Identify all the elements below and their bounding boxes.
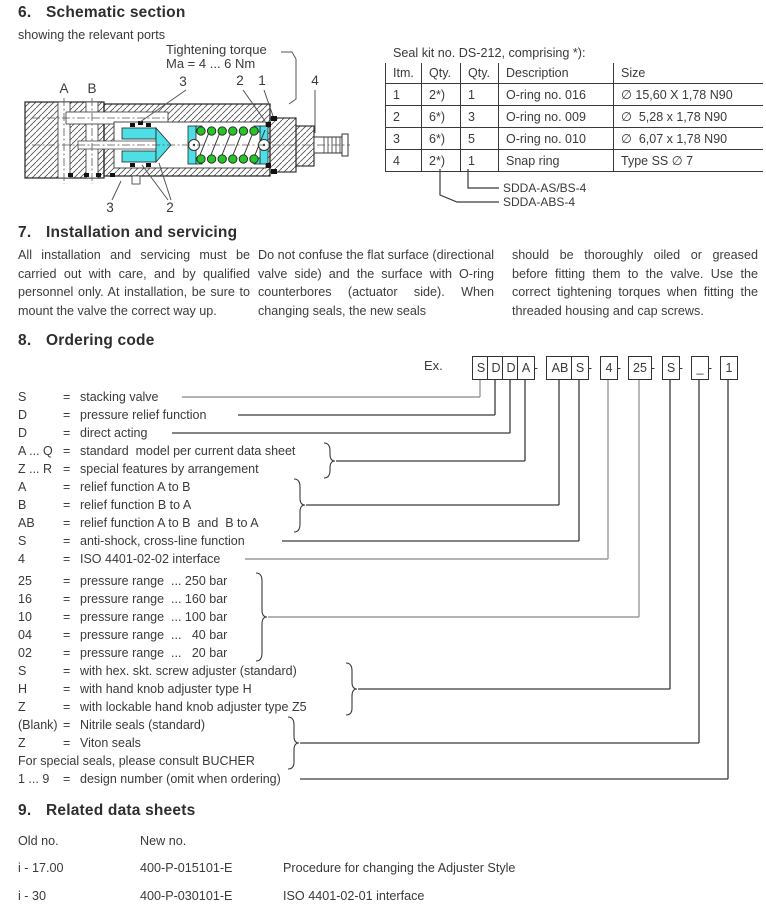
datasheet-old-no: i - 17.00 [18,861,64,875]
section-7-number: 7. [18,224,32,241]
code-box-s2: S [571,356,589,380]
item-3-bottom-label: 3 [106,200,114,215]
ordering-row: S = with hex. skt. screw adjuster (standard) [18,664,297,678]
ordering-row: Z ... R = special features by arrangement [18,462,259,476]
item-4-label: 4 [311,73,319,88]
ordering-code-list [18,388,438,788]
datasheet-new-no: 400-P-030101-E [140,889,233,903]
code-box-s1: S [472,356,490,380]
code-box-25: 25 [628,356,652,380]
datasheet-old-no: i - 30 [18,889,46,903]
schematic-section-figure [18,42,380,224]
code-dash: - [616,361,622,375]
datasheet-description: ISO 4401-02-01 interface [283,889,425,903]
kit-col-header: Qty. [421,63,460,84]
kit-cell: 1 [460,84,498,106]
section-9-heading [18,802,195,820]
section-7-heading [18,224,237,242]
kit-cell: ∅ 15,60 X 1,78 N90 [613,84,763,106]
kit-cell: 3 [460,106,498,128]
datasheet-description: Procedure for changing the Adjuster Style [283,861,516,875]
section-6-subtitle: showing the relevant ports [18,28,166,42]
kit-cell: O-ring no. 016 [498,84,613,106]
ordering-row: AB = relief function A to B and B to A [18,516,259,530]
code-box-ab: AB [546,356,574,380]
torque-note-line2: Ma = 4 ... 6 Nm [166,56,256,71]
kit-cell: 2*) [421,84,460,106]
ordering-row: 25 = pressure range ... 250 bar [18,574,228,588]
new-no-header: New no. [140,834,187,848]
model-callout-abs: SDDA-ABS-4 [503,195,576,209]
kit-cell: 3 [385,128,421,150]
code-dash: - [587,361,593,375]
ordering-row: 10 = pressure range ... 100 bar [18,610,228,624]
ordering-row: A ... Q = standard model per current data sheet [18,444,296,458]
torque-note-line1: Tightening torque [166,42,267,57]
kit-cell: 1 [460,150,498,172]
ordering-row: 16 = pressure range ... 160 bar [18,592,228,606]
section-6-title: Schematic section [46,4,186,21]
ordering-row: D = direct acting [18,426,148,440]
item-2-top-label: 2 [236,73,244,88]
code-dash: - [650,361,656,375]
section-8-number: 8. [18,332,32,349]
kit-cell: 5 [460,128,498,150]
ordering-row: For special seals, please consult BUCHER [18,754,255,768]
example-label: Ex. [424,358,443,373]
old-no-header: Old no. [18,834,59,848]
installation-text-col1: All installation and servicing must be carried out with care, and by qualified personnel only. At installation, be sure to mount the valve the correct way up. [18,248,250,318]
section-7-title: Installation and servicing [46,224,238,241]
section-9-title: Related data sheets [46,802,196,819]
kit-col-header: Description [498,63,613,84]
code-box-s3: S [662,356,680,380]
installation-text-col2: Do not confuse the flat surface (directional valve side) and the surface with O-ring counterbores (actuator side). When changing seals, the new seals [258,248,494,318]
seal-kit-table [385,63,763,172]
item-3-top-label: 3 [179,74,187,89]
code-box-blank: _ [691,356,709,380]
kit-cell: ∅ 6,07 x 1,78 N90 [613,128,763,150]
port-b-label: B [87,81,97,96]
ordering-row: 04 = pressure range ... 40 bar [18,628,228,642]
code-box-a: A [517,356,535,380]
kit-cell: Type SS ∅ 7 [613,150,763,172]
kit-col-header: Itm. [385,63,421,84]
item-2-bottom-label: 2 [166,200,174,215]
ordering-row: Z = with lockable hand knob adjuster type Z5 [18,700,307,714]
ordering-row: S = stacking valve [18,390,159,404]
installation-text-col3: should be thoroughly oiled or greased before fitting them to the valve. Use the correct tightening torques when fitting the threaded housing and cap screws. [512,248,758,318]
item-1-label: 1 [258,73,266,88]
code-box-d1: D [487,356,505,380]
kit-cell: 4 [385,150,421,172]
seal-kit-title: Seal kit no. DS-212, comprising *): [393,46,586,60]
section-6-number: 6. [18,4,32,21]
port-a-label: A [59,81,69,96]
code-box-4: 4 [600,356,618,380]
section-8-heading [18,332,155,350]
kit-cell: 2 [385,106,421,128]
ordering-row: S = anti-shock, cross-line function [18,534,245,548]
code-dash: - [707,361,713,375]
kit-cell: O-ring no. 009 [498,106,613,128]
code-dash: - [678,361,684,375]
ordering-row: 1 ... 9 = design number (omit when ordering) [18,772,281,786]
ordering-row: Z = Viton seals [18,736,141,750]
ordering-row: 02 = pressure range ... 20 bar [18,646,228,660]
code-box-d2: D [502,356,520,380]
ordering-row: A = relief function A to B [18,480,191,494]
kit-cell: ∅ 5,28 x 1,78 N90 [613,106,763,128]
kit-cell: 6*) [421,106,460,128]
kit-cell: Snap ring [498,150,613,172]
ordering-row: (Blank) = Nitrile seals (standard) [18,718,206,732]
kit-col-header: Size [613,63,763,84]
model-callout-as-bs: SDDA-AS/BS-4 [503,181,587,195]
kit-cell: 2*) [421,150,460,172]
kit-cell: 1 [385,84,421,106]
section-9-number: 9. [18,802,32,819]
datasheet-new-no: 400-P-015101-E [140,861,233,875]
kit-cell: O-ring no. 010 [498,128,613,150]
section-6-heading [18,4,186,22]
ordering-row: D = pressure relief function [18,408,207,422]
ordering-row: H = with hand knob adjuster type H [18,682,252,696]
code-dash: - [533,361,539,375]
ordering-row: B = relief function B to A [18,498,192,512]
section-8-title: Ordering code [46,332,155,349]
ordering-row: 4 = ISO 4401-02-02 interface [18,552,221,566]
kit-col-header: Qty. [460,63,498,84]
kit-cell: 6*) [421,128,460,150]
code-box-1: 1 [720,356,738,380]
